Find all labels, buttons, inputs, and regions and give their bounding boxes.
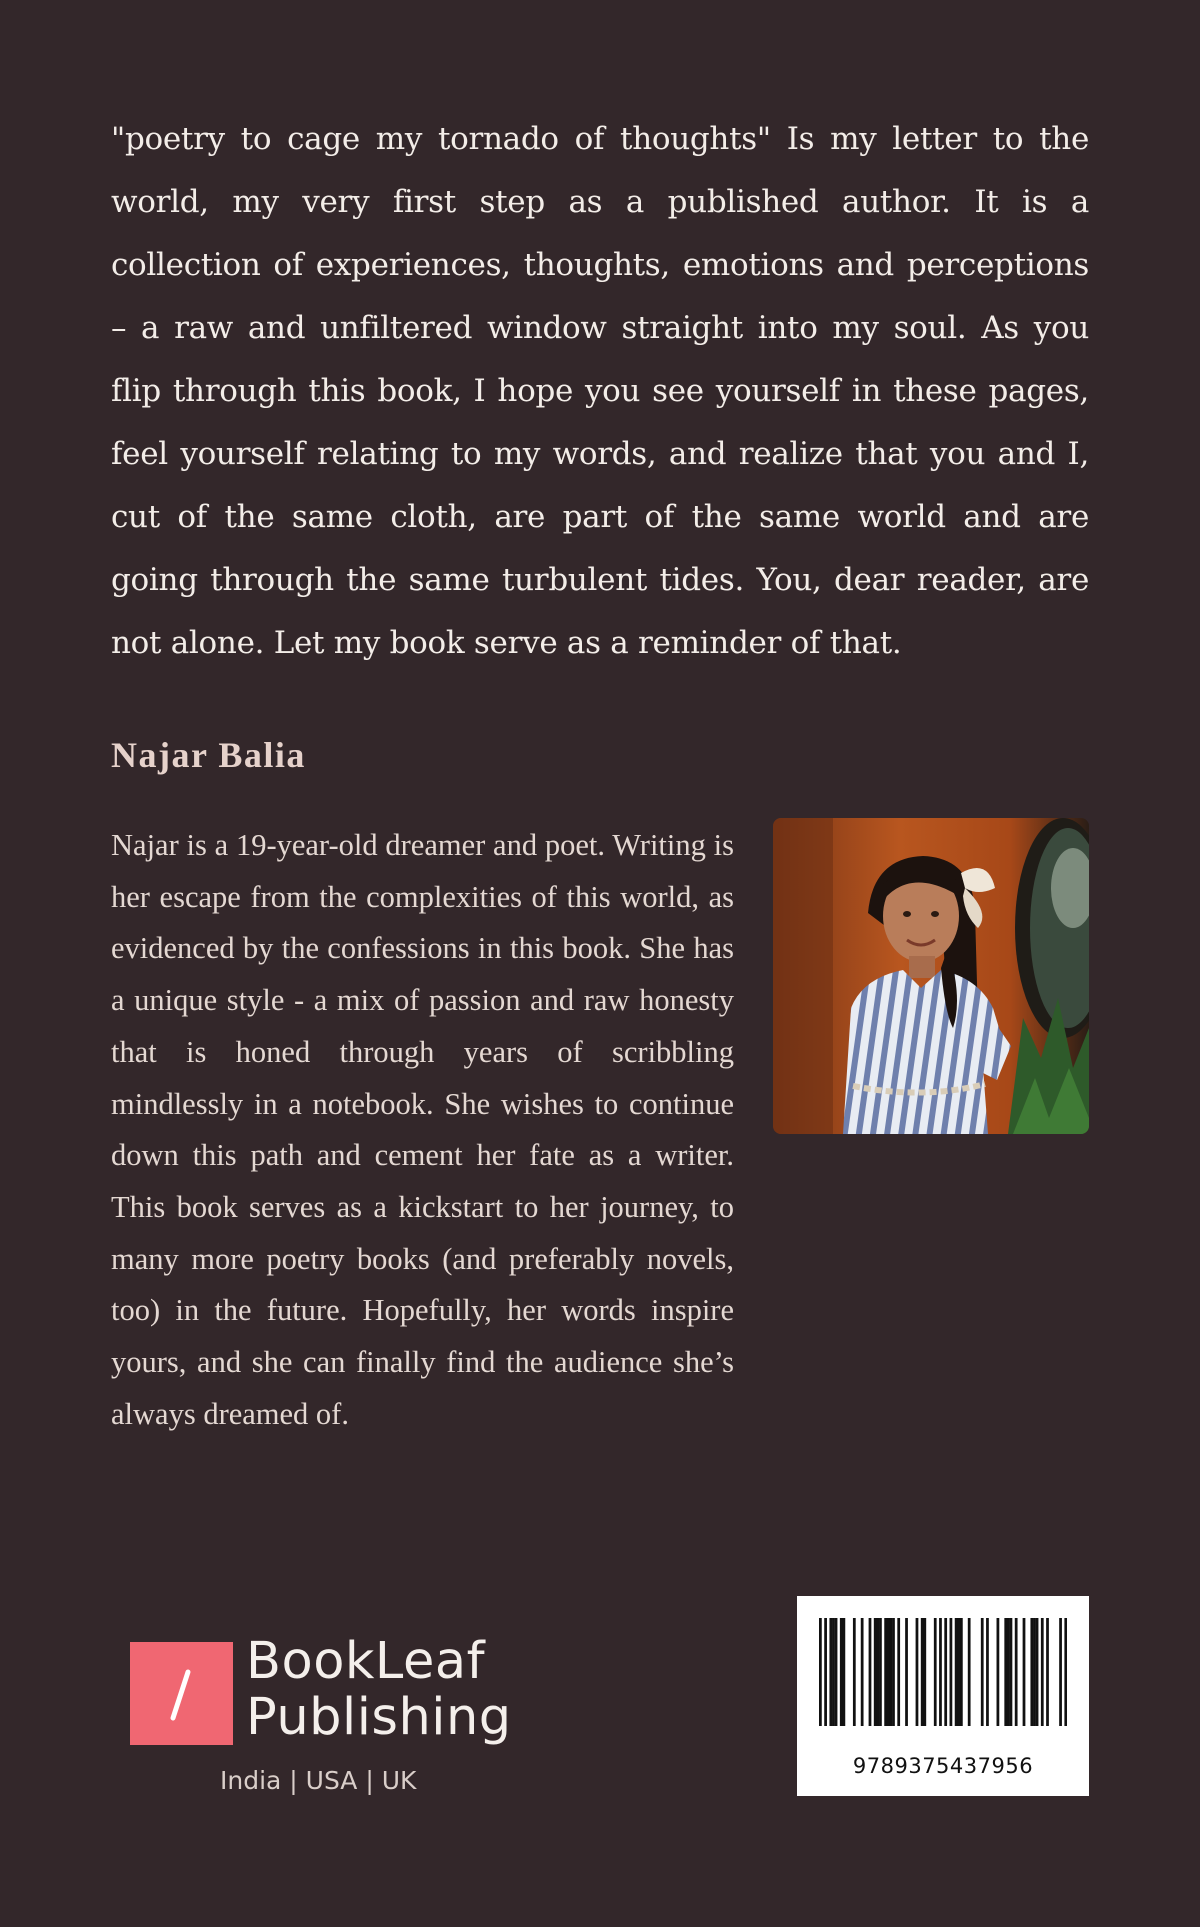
barcode-bar (824, 1618, 827, 1726)
barcode-bar (842, 1618, 845, 1726)
barcode-bar (1033, 1618, 1036, 1726)
barcode-bar (950, 1618, 953, 1726)
barcode-bar (957, 1618, 960, 1726)
barcode-bar (981, 1618, 984, 1726)
barcode-bar (1036, 1618, 1039, 1726)
barcode-bar (1059, 1618, 1062, 1726)
barcode-bar (861, 1618, 864, 1726)
publisher-name-line2: Publishing (246, 1688, 512, 1747)
barcode-bar (1023, 1618, 1026, 1726)
barcode-bar (1041, 1618, 1044, 1726)
barcode-bar (944, 1618, 947, 1726)
barcode-bar (1015, 1618, 1018, 1726)
barcode-bars (819, 1618, 1067, 1746)
bookleaf-logo-icon (130, 1642, 233, 1745)
book-blurb: "poetry to cage my tornado of thoughts" Is my letter to the world, my very first step as a published author. It is a collection of experiences, thoughts, emotions and perceptions – a raw and unfiltered window straight into my soul. As you flip through this book, I hope you see yourself in these pages, feel yourself relating to my words, and realize that you and I, cut of the same cloth, are part of the same world and are going through the same turbulent tides. You, dear reader, are not alone. Let my book serve as a reminder of that. (111, 121, 1089, 661)
barcode-bar (997, 1618, 1000, 1726)
barcode-bar (905, 1618, 908, 1726)
barcode-bar (921, 1618, 924, 1726)
barcode-bar (840, 1618, 843, 1726)
barcode-bar (879, 1618, 882, 1726)
publisher-locations: India | USA | UK (220, 1766, 417, 1795)
barcode-bar (1007, 1618, 1010, 1726)
barcode-bar (934, 1618, 937, 1726)
isbn-number: 9789375437956 (852, 1754, 1034, 1778)
author-bio: Najar is a 19-year-old dreamer and poet. Writing is her escape from the complexities of this world, as evidenced by the confessions in this book. She has a unique style - a mix of passion and raw honesty that is honed through years of scribbling mindlessly in a notebook. She wishes to continue down this path and cement her fate as a writer. This book serves as a kickstart to her journey, to many more poetry books (and preferably novels, too) in the future. Hopefully, her words inspire yours, and she can finally find the audience she’s always dreamed of. (111, 828, 734, 1431)
barcode-bar (986, 1618, 989, 1726)
barcode-bar (916, 1618, 919, 1726)
barcode-bar (968, 1618, 971, 1726)
barcode-bar (955, 1618, 958, 1726)
barcode-bar (939, 1618, 942, 1726)
barcode-bar (923, 1618, 926, 1726)
barcode-bar (1064, 1618, 1067, 1726)
barcode-bar (853, 1618, 856, 1726)
barcode-bar (829, 1618, 832, 1726)
barcode-bar (1004, 1618, 1007, 1726)
author-photo (773, 818, 1089, 1134)
barcode-bar (887, 1618, 890, 1726)
barcode-bar (869, 1618, 872, 1726)
barcode-bar (889, 1618, 892, 1726)
barcode-bar (1046, 1618, 1049, 1726)
barcode-bar (1010, 1618, 1013, 1726)
author-name: Najar Balia (111, 735, 306, 775)
publisher-name (246, 1634, 512, 1746)
publisher-logo (130, 1632, 512, 1796)
barcode-bar (835, 1618, 838, 1726)
barcode-bar (897, 1618, 900, 1726)
isbn-barcode (797, 1596, 1089, 1796)
barcode-bar (876, 1618, 879, 1726)
publisher-name-line1: BookLeaf (246, 1632, 486, 1691)
barcode-bar (960, 1618, 963, 1726)
barcode-bar (892, 1618, 895, 1726)
barcode-bar (819, 1618, 822, 1726)
barcode-bar (884, 1618, 887, 1726)
barcode-bar (832, 1618, 835, 1726)
barcode-bar (1030, 1618, 1033, 1726)
barcode-bar (874, 1618, 877, 1726)
